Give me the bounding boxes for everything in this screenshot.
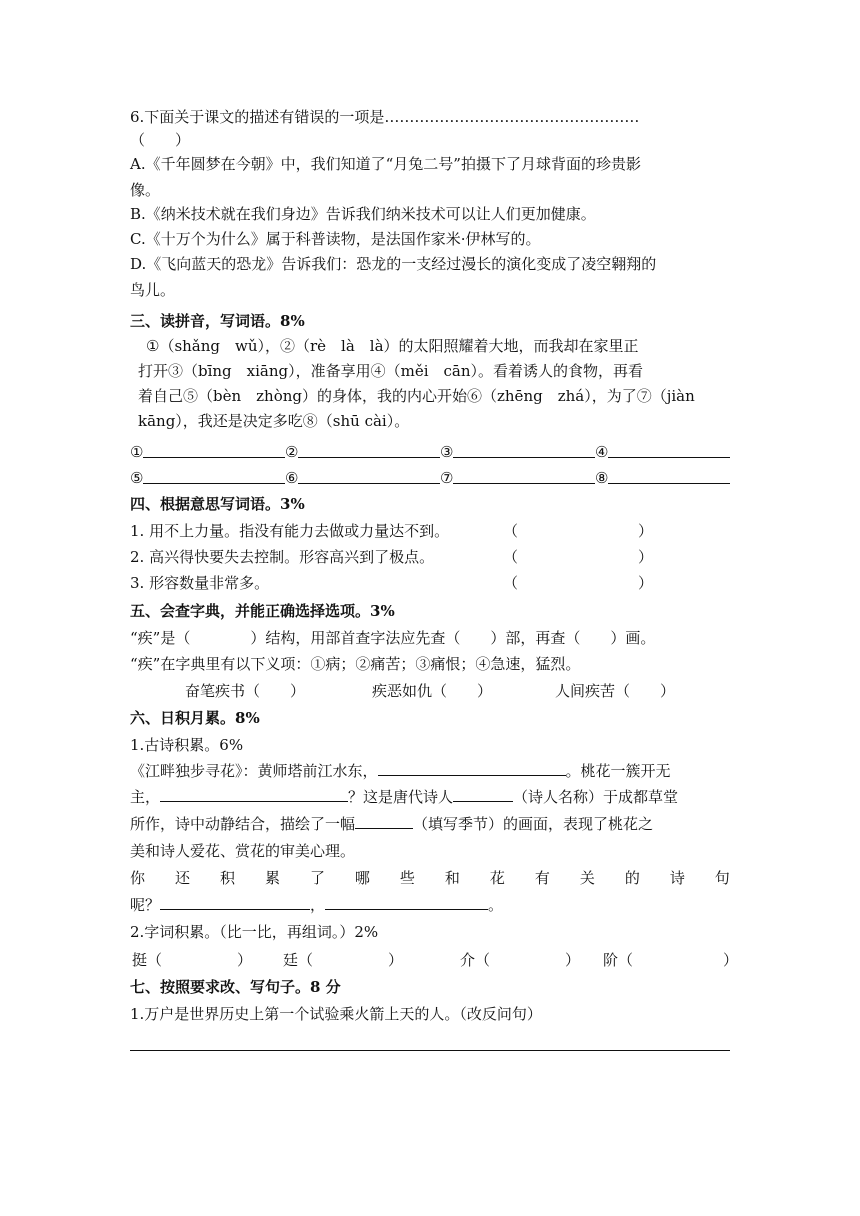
pinyin-blank-5[interactable]	[143, 483, 285, 484]
flower-poem-answers	[130, 892, 730, 919]
compare-jie[interactable]: 介（ ）	[460, 951, 581, 969]
poem-blank-2[interactable]	[160, 784, 348, 802]
section-7-title: 七、按照要求改、写句子。8 分	[130, 978, 341, 996]
pinyin-blank-1[interactable]	[143, 457, 285, 458]
section-5-title: 五、会查字典，并能正确选择选项。3%	[130, 602, 395, 620]
exam-page	[130, 106, 739, 1051]
flower-poem-blank-1[interactable]	[160, 892, 310, 910]
prompt-char: 的	[624, 869, 640, 887]
prompt-char: 和	[444, 869, 460, 887]
meaning-answer-1[interactable]: （ ）	[503, 522, 654, 540]
dictionary-line-2: “疾”在字典里有以下义项：①病；②痛苦；③痛恨；④急速，猛烈。	[130, 655, 581, 673]
meaning-answer-3[interactable]: （ ）	[503, 574, 654, 592]
poem-text-c2: （填写季节）的画面，表现了桃花之	[413, 815, 654, 833]
section-6-title: 六、日积月累。8%	[130, 709, 260, 727]
answer-line[interactable]	[130, 1027, 730, 1051]
pinyin-answer-row-1	[130, 435, 730, 461]
period: 。	[488, 896, 504, 914]
pinyin-para-line-2: 打开③（bīng xiāng），准备享用④（měi cān）。看着诱人的食物，再看	[138, 362, 644, 380]
poem-line-b	[130, 784, 730, 811]
poem-subheading: 1.古诗积累。6%	[130, 736, 244, 754]
prompt-char: 有	[534, 869, 550, 887]
word-fenbi-jishu: 奋笔疾书（ ）	[185, 682, 306, 700]
pinyin-para-line-3: 着自己⑤（bèn zhòng）的身体，我的内心开始⑥（zhēng zhá），为了⑦（jiàn	[138, 387, 695, 405]
word-jie-ru-chou: 疾恶如仇（ ）	[372, 682, 493, 700]
meaning-item-3	[130, 570, 730, 596]
q6-option-d-cont: 鸟儿。	[130, 281, 176, 299]
poem-text-c1: 所作，诗中动静结合，描绘了一幅	[130, 815, 356, 833]
poem-text-b3: （诗人名称）于成都草堂	[513, 788, 679, 806]
prompt-char: 些	[399, 869, 415, 887]
pinyin-blank-3[interactable]	[453, 457, 595, 458]
meaning-item-2	[130, 544, 730, 570]
prompt-char: 你	[130, 869, 146, 887]
poem-text-a2: 。桃花一簇开无	[565, 762, 671, 780]
flower-poem-blank-2[interactable]	[325, 892, 488, 910]
prompt-char: 还	[174, 869, 190, 887]
comma: ，	[310, 896, 326, 914]
pinyin-para-line-1: ①（shǎng wǔ），②（rè là là）的太阳照耀着大地，而我却在家里正	[146, 337, 639, 355]
pinyin-blank-4[interactable]	[608, 457, 730, 458]
q6-option-c: C.《十万个为什么》属于科普读物，是法国作家米·伊林写的。	[130, 230, 541, 248]
poet-name-blank[interactable]	[453, 784, 513, 802]
q6-option-a: A.《千年圆梦在今朝》中，我们知道了“月兔二号”拍摄下了月球背面的珍贵影	[130, 155, 641, 173]
meaning-text-3: 3. 形容数量非常多。	[130, 574, 270, 592]
compare-jie2[interactable]: 阶（ ）	[603, 951, 739, 969]
prompt-char: 了	[309, 869, 325, 887]
prompt-char: 花	[489, 869, 505, 887]
pinyin-blank-7[interactable]	[453, 483, 595, 484]
prompt-char: 哪	[354, 869, 370, 887]
rewrite-item-1: 1.万户是世界历史上第一个试验乘火箭上天的人。（改反问句）	[130, 1005, 542, 1023]
prompt-char: 句	[714, 869, 730, 887]
poem-blank-1[interactable]	[378, 758, 566, 776]
blank-label-6: ⑥	[285, 469, 299, 487]
dictionary-line-1: “疾”是（ ）结构，用部首查字法应先查（ ）部，再查（ ）画。	[130, 629, 656, 647]
word-renjian-jiku: 人间疾苦（ ）	[555, 682, 676, 700]
pinyin-para-line-4: kāng），我还是决定多吃⑧（shū cài）。	[138, 412, 410, 430]
q6-option-d: D.《飞向蓝天的恐龙》告诉我们：恐龙的一支经过漫长的演化变成了凌空翱翔的	[130, 255, 657, 273]
blank-label-8: ⑧	[595, 469, 609, 487]
blank-label-5: ⑤	[130, 469, 144, 487]
compare-ting[interactable]: 挺（ ）	[132, 951, 253, 969]
prompt-char: 诗	[669, 869, 685, 887]
section-4-title: 四、根据意思写词语。3%	[130, 495, 305, 513]
blank-label-3: ③	[440, 443, 454, 461]
blank-label-7: ⑦	[440, 469, 454, 487]
blank-label-4: ④	[595, 443, 609, 461]
section-3-title: 三、读拼音，写词语。8%	[130, 312, 305, 330]
poem-text-a1: 《江畔独步寻花》：黄师塔前江水东，	[130, 762, 378, 780]
prompt-char: 关	[579, 869, 595, 887]
meaning-text-1: 1. 用不上力量。指没有能力去做或力量达不到。	[130, 522, 450, 540]
meaning-text-2: 2. 高兴得快要失去控制。形容高兴到了极点。	[130, 548, 435, 566]
poem-text-b1: 主，	[130, 788, 161, 806]
pinyin-blank-8[interactable]	[608, 483, 730, 484]
q6-answer-paren: （ ）	[130, 131, 191, 149]
dictionary-words	[130, 677, 730, 705]
pinyin-blank-2[interactable]	[298, 457, 440, 458]
meaning-answer-2[interactable]: （ ）	[503, 548, 654, 566]
q6-option-b: B.《纳米技术就在我们身边》告诉我们纳米技术可以让人们更加健康。	[130, 205, 596, 223]
season-blank[interactable]	[355, 811, 413, 829]
poem-line-d: 美和诗人爱花、赏花的审美心理。	[130, 842, 356, 860]
compare-ting2[interactable]: 廷（ ）	[283, 951, 404, 969]
q6-question: 6.下面关于课文的描述有错误的一项是……………………………………………	[130, 108, 640, 126]
pinyin-answer-row-2	[130, 461, 730, 487]
prompt-end: 呢？	[130, 896, 161, 914]
blank-label-2: ②	[285, 443, 299, 461]
poem-text-b2: ？这是唐代诗人	[348, 788, 454, 806]
compare-words-row	[130, 946, 739, 974]
pinyin-blank-6[interactable]	[298, 483, 440, 484]
blank-label-1: ①	[130, 443, 144, 461]
word-subheading: 2.字词积累。（比一比，再组词。）2%	[130, 923, 379, 941]
prompt-char: 累	[264, 869, 280, 887]
meaning-item-1	[130, 518, 730, 544]
poem-line-c	[130, 811, 730, 838]
prompt-char: 积	[219, 869, 235, 887]
poem-line-a	[130, 758, 730, 784]
flower-poem-prompt	[130, 865, 730, 892]
q6-option-a-cont: 像。	[130, 181, 161, 199]
